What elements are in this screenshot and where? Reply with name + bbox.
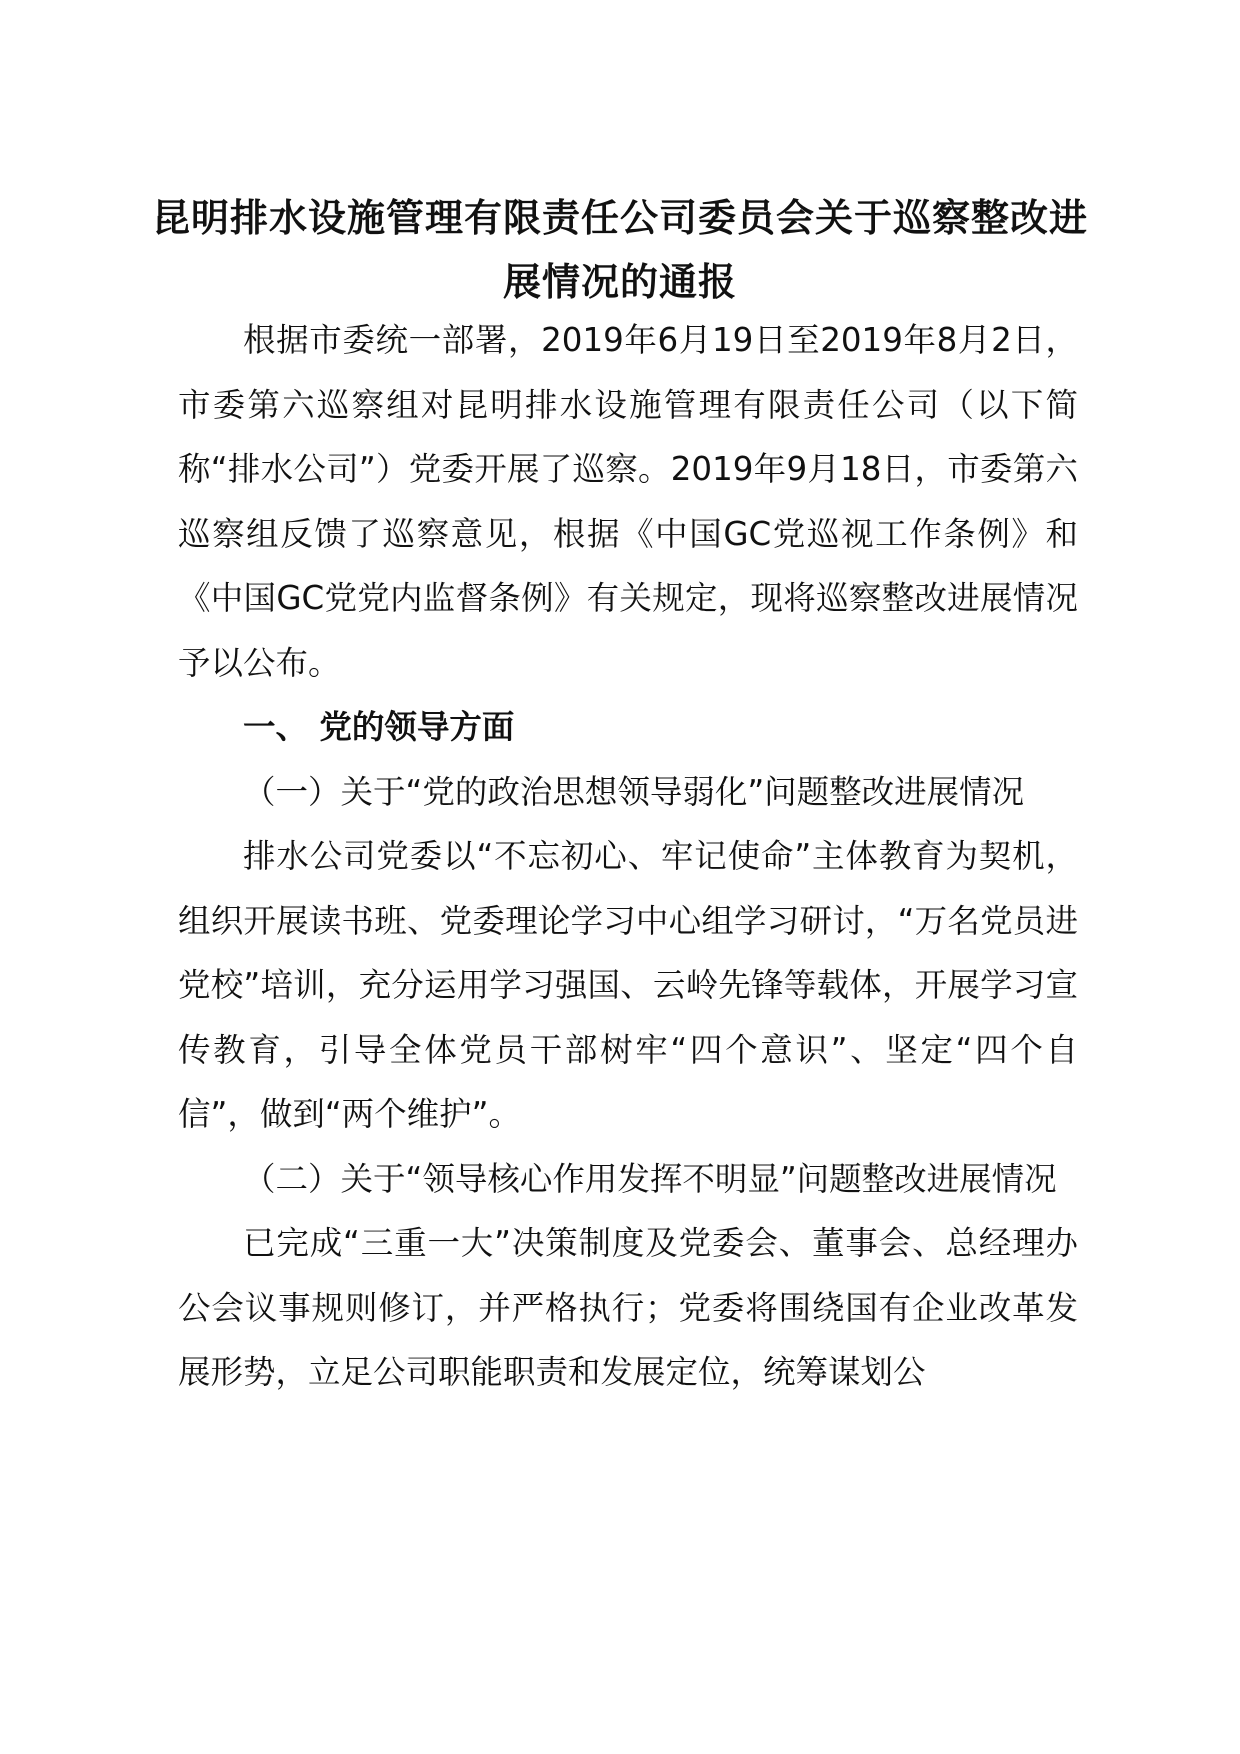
subsection-paragraph-2: 已完成“三重一大”决策制度及党委会、董事会、总经理办公会议事规则修订，并严格执行；党委将围绕国有企业改革发展形势，立足公司职能职责和发展定位，统筹谋划公 [178,1224,1078,1391]
document-title: 昆明排水设施管理有限责任公司委员会关于巡察整改进展情况的通报 [151,196,1088,304]
section-heading-party-leadership: 一、 党的领导方面 [243,708,515,746]
document-body [178,308,1078,1405]
subsection-heading-1: （一）关于“党的政治思想领导弱化”问题整改进展情况 [243,772,1025,811]
intro-paragraph: 根据市委统一部署，2019年6月19日至2019年8月2日，市委第六巡察组对昆明排水设施管理有限责任公司（以下简称“排水公司”）党委开展了巡察。2019年9月18日，市委第六巡察组反馈了巡察意见，根据《中国GC党巡视工作条例》和《中国GC党党内监督条例》有关规定，现将巡察整改进展情况予以公布。 [178,321,1078,682]
subsection-paragraph-1: 排水公司党委以“不忘初心、牢记使命”主体教育为契机，组织开展读书班、党委理论学习中心组学习研讨，“万名党员进党校”培训，充分运用学习强国、云岭先锋等载体，开展学习宣传教育，引导全体党员干部树牢“四个意识”、坚定“四个自信”，做到“两个维护”。 [178,837,1078,1133]
subsection-heading-2: （二）关于“领导核心作用发挥不明显”问题整改进展情况 [243,1159,1057,1198]
